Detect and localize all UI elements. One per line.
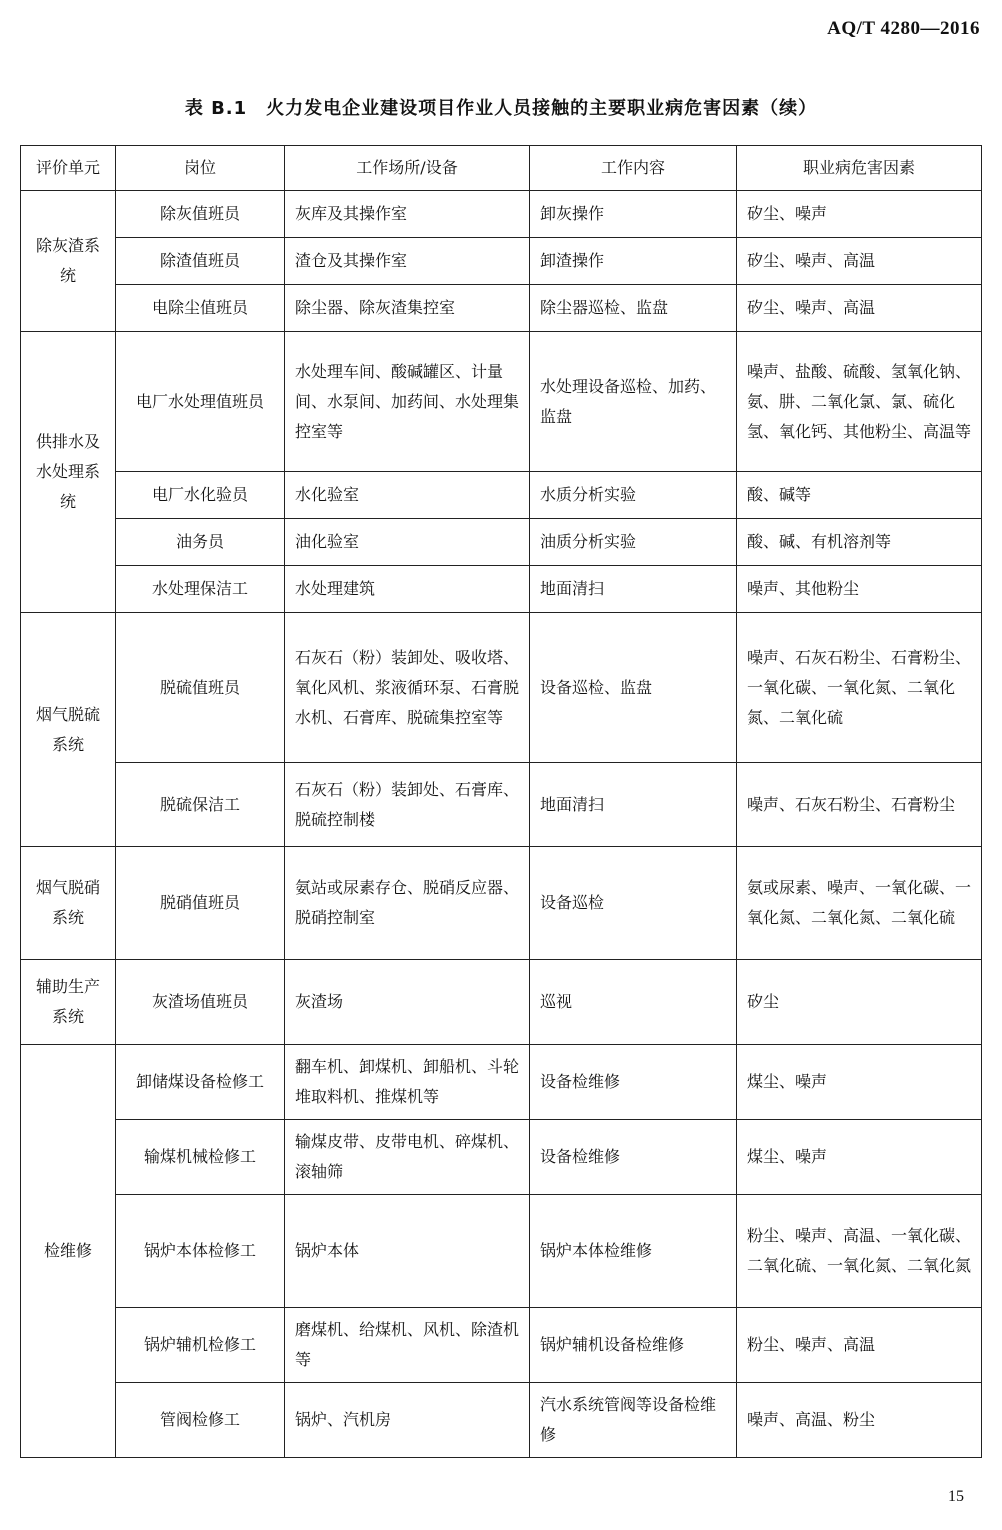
table-row <box>21 191 982 238</box>
place-cell: 锅炉本体 <box>285 1195 530 1308</box>
work-cell: 巡视 <box>530 960 737 1045</box>
place-cell: 水化验室 <box>285 472 530 519</box>
post-cell: 电厂水处理值班员 <box>116 332 285 472</box>
work-cell: 除尘器巡检、监盘 <box>530 285 737 332</box>
hazard-cell: 噪声、石灰石粉尘、石膏粉尘 <box>737 763 982 847</box>
table-row <box>21 519 982 566</box>
work-cell: 卸渣操作 <box>530 238 737 285</box>
post-cell: 油务员 <box>116 519 285 566</box>
post-cell: 锅炉本体检修工 <box>116 1195 285 1308</box>
place-cell: 磨煤机、给煤机、风机、除渣机等 <box>285 1308 530 1383</box>
hazard-cell: 氨或尿素、噪声、一氧化碳、一氧化氮、二氧化氮、二氧化硫 <box>737 847 982 960</box>
table-row <box>21 763 982 847</box>
work-cell: 卸灰操作 <box>530 191 737 238</box>
table-row <box>21 332 982 472</box>
hazard-cell: 粉尘、噪声、高温、一氧化碳、二氧化硫、一氧化氮、二氧化氮 <box>737 1195 982 1308</box>
work-cell: 锅炉辅机设备检维修 <box>530 1308 737 1383</box>
table-header-row <box>21 146 982 191</box>
hazard-cell: 煤尘、噪声 <box>737 1045 982 1120</box>
hazard-cell: 粉尘、噪声、高温 <box>737 1308 982 1383</box>
hazard-cell: 噪声、其他粉尘 <box>737 566 982 613</box>
hazard-cell: 矽尘 <box>737 960 982 1045</box>
hazard-cell: 噪声、石灰石粉尘、石膏粉尘、一氧化碳、一氧化氮、二氧化氮、二氧化硫 <box>737 613 982 763</box>
place-cell: 除尘器、除灰渣集控室 <box>285 285 530 332</box>
post-cell: 除渣值班员 <box>116 238 285 285</box>
column-header: 岗位 <box>116 146 285 191</box>
work-cell: 设备检维修 <box>530 1045 737 1120</box>
work-cell: 水质分析实验 <box>530 472 737 519</box>
post-cell: 脱硝值班员 <box>116 847 285 960</box>
table-row <box>21 1383 982 1458</box>
table-row <box>21 1120 982 1195</box>
work-cell: 设备巡检、监盘 <box>530 613 737 763</box>
place-cell: 渣仓及其操作室 <box>285 238 530 285</box>
hazard-cell: 煤尘、噪声 <box>737 1120 982 1195</box>
unit-cell: 检维修 <box>21 1045 116 1458</box>
table-row <box>21 1308 982 1383</box>
table-row <box>21 566 982 613</box>
post-cell: 水处理保洁工 <box>116 566 285 613</box>
table-row <box>21 1045 982 1120</box>
hazard-cell: 矽尘、噪声、高温 <box>737 238 982 285</box>
place-cell: 灰库及其操作室 <box>285 191 530 238</box>
table-row <box>21 238 982 285</box>
work-cell: 地面清扫 <box>530 566 737 613</box>
post-cell: 锅炉辅机检修工 <box>116 1308 285 1383</box>
place-cell: 氨站或尿素存仓、脱硝反应器、脱硝控制室 <box>285 847 530 960</box>
unit-cell: 辅助生产系统 <box>21 960 116 1045</box>
page-number: 15 <box>948 1488 964 1505</box>
place-cell: 灰渣场 <box>285 960 530 1045</box>
table-row <box>21 847 982 960</box>
hazard-cell: 噪声、盐酸、硫酸、氢氧化钠、氨、肼、二氧化氯、氯、硫化氢、氧化钙、其他粉尘、高温等 <box>737 332 982 472</box>
column-header: 评价单元 <box>21 146 116 191</box>
place-cell: 翻车机、卸煤机、卸船机、斗轮堆取料机、推煤机等 <box>285 1045 530 1120</box>
hazard-cell: 噪声、高温、粉尘 <box>737 1383 982 1458</box>
column-header: 职业病危害因素 <box>737 146 982 191</box>
table-row <box>21 613 982 763</box>
work-cell: 汽水系统管阀等设备检维修 <box>530 1383 737 1458</box>
unit-cell: 供排水及水处理系统 <box>21 332 116 613</box>
hazard-cell: 矽尘、噪声、高温 <box>737 285 982 332</box>
post-cell: 灰渣场值班员 <box>116 960 285 1045</box>
table-caption: 表 B.1 火力发电企业建设项目作业人员接触的主要职业病危害因素（续） <box>184 98 818 119</box>
post-cell: 输煤机械检修工 <box>116 1120 285 1195</box>
place-cell: 水处理车间、酸碱罐区、计量间、水泵间、加药间、水处理集控室等 <box>285 332 530 472</box>
table-row <box>21 960 982 1045</box>
post-cell: 脱硫值班员 <box>116 613 285 763</box>
hazard-cell: 矽尘、噪声 <box>737 191 982 238</box>
hazard-table <box>20 145 982 1458</box>
column-header: 工作场所/设备 <box>285 146 530 191</box>
unit-cell: 除灰渣系统 <box>21 191 116 332</box>
unit-cell: 烟气脱硫系统 <box>21 613 116 847</box>
work-cell: 设备巡检 <box>530 847 737 960</box>
work-cell: 地面清扫 <box>530 763 737 847</box>
hazard-cell: 酸、碱等 <box>737 472 982 519</box>
post-cell: 管阀检修工 <box>116 1383 285 1458</box>
post-cell: 电厂水化验员 <box>116 472 285 519</box>
column-header: 工作内容 <box>530 146 737 191</box>
place-cell: 锅炉、汽机房 <box>285 1383 530 1458</box>
post-cell: 脱硫保洁工 <box>116 763 285 847</box>
post-cell: 卸储煤设备检修工 <box>116 1045 285 1120</box>
place-cell: 油化验室 <box>285 519 530 566</box>
hazard-cell: 酸、碱、有机溶剂等 <box>737 519 982 566</box>
work-cell: 油质分析实验 <box>530 519 737 566</box>
table-row <box>21 1195 982 1308</box>
table-row <box>21 472 982 519</box>
unit-cell: 烟气脱硝系统 <box>21 847 116 960</box>
post-cell: 电除尘值班员 <box>116 285 285 332</box>
place-cell: 水处理建筑 <box>285 566 530 613</box>
place-cell: 输煤皮带、皮带电机、碎煤机、滚轴筛 <box>285 1120 530 1195</box>
work-cell: 水处理设备巡检、加药、监盘 <box>530 332 737 472</box>
table-row <box>21 285 982 332</box>
standard-code: AQ/T 4280—2016 <box>827 18 980 39</box>
work-cell: 锅炉本体检维修 <box>530 1195 737 1308</box>
place-cell: 石灰石（粉）装卸处、石膏库、脱硫控制楼 <box>285 763 530 847</box>
work-cell: 设备检维修 <box>530 1120 737 1195</box>
place-cell: 石灰石（粉）装卸处、吸收塔、氧化风机、浆液循环泵、石膏脱水机、石膏库、脱硫集控室等 <box>285 613 530 763</box>
post-cell: 除灰值班员 <box>116 191 285 238</box>
